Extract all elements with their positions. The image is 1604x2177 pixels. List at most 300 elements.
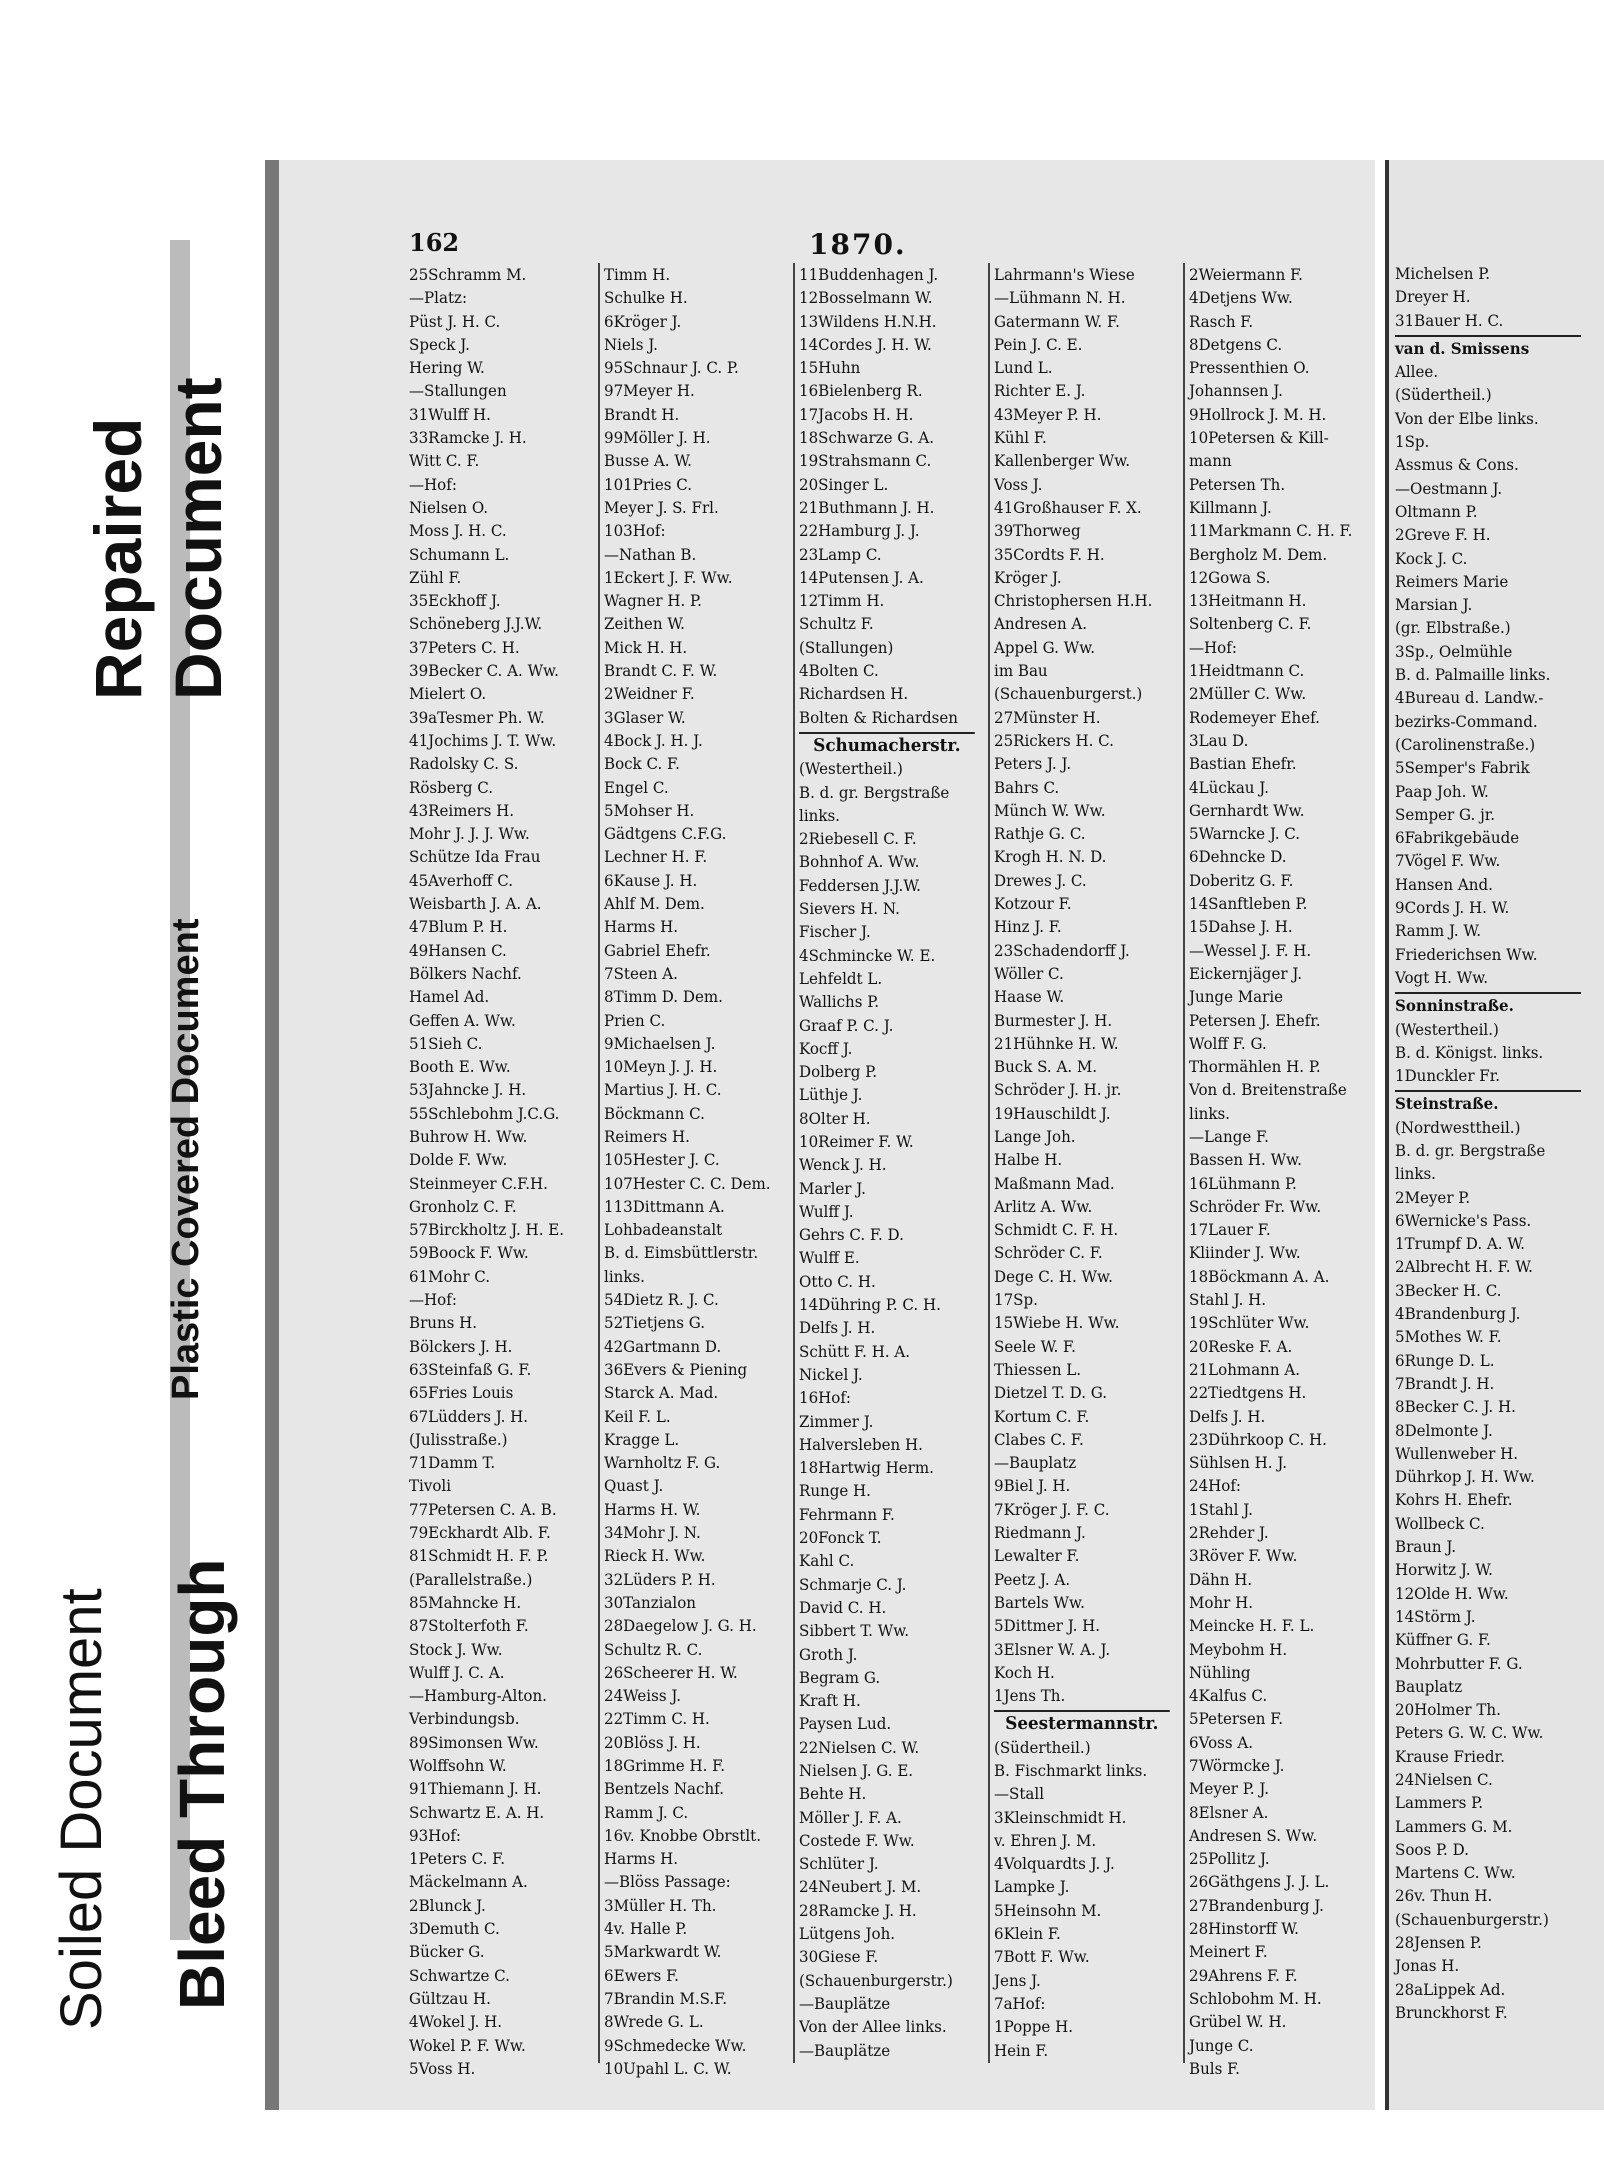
directory-entry: 93Hof: — [409, 1825, 461, 1845]
directory-entry: 77Petersen C. A. B. — [409, 1499, 557, 1519]
directory-entry: Hansen And. — [1395, 874, 1493, 894]
directory-entry: 6Kröger J. — [604, 311, 682, 331]
directory-entry: 1Heidtmann C. — [1189, 661, 1305, 681]
directory-entry: Maßmann Mad. — [994, 1173, 1115, 1193]
directory-entry: Horwitz J. W. — [1395, 1560, 1493, 1580]
directory-entry: Keil F. L. — [604, 1406, 671, 1426]
directory-entry: (Carolinenstraße.) — [1395, 734, 1536, 754]
directory-entry: —Hof: — [409, 474, 457, 494]
directory-entry: Nielsen J. G. E. — [799, 1761, 914, 1780]
directory-entry: 43Reimers H. — [409, 800, 515, 820]
directory-entry: 89Simonsen Ww. — [409, 1732, 539, 1752]
directory-entry: 19Hauschildt J. — [994, 1103, 1111, 1123]
directory-entry: 20Holmer Th. — [1395, 1700, 1501, 1720]
directory-entry: Paysen Lud. — [799, 1714, 892, 1734]
directory-entry: Harms H. — [604, 1849, 679, 1869]
directory-entry: Geffen A. Ww. — [409, 1010, 516, 1030]
directory-entry: 14Putensen J. A. — [799, 567, 924, 587]
directory-entry: 87Stolterfoth F. — [409, 1616, 529, 1636]
directory-entry: Mohr J. J. J. Ww. — [409, 824, 530, 844]
directory-entry: 8Becker C. J. H. — [1395, 1397, 1516, 1417]
directory-entry: Wollbeck C. — [1395, 1513, 1485, 1533]
directory-entry: 25Rickers H. C. — [994, 730, 1114, 750]
next-page-column — [1395, 262, 1595, 2024]
directory-entry: Lahrmann's Wiese — [994, 265, 1135, 284]
directory-entry: Hamel Ad. — [409, 987, 490, 1007]
directory-entry: 4Wokel J. H. — [409, 2012, 503, 2032]
directory-entry: 57Birckholtz J. H. E. — [409, 1220, 565, 1240]
directory-entry: B. Fischmarkt links. — [994, 1761, 1148, 1780]
directory-entry: 9Schmedecke Ww. — [604, 2035, 747, 2055]
directory-entry: Schröder J. H. jr. — [994, 1080, 1122, 1100]
directory-entry: 17Lauer F. — [1189, 1220, 1271, 1240]
directory-entry: Bastian Ehefr. — [1189, 754, 1297, 774]
directory-entry: Andresen A. — [994, 614, 1088, 634]
directory-entry: 28Ramcke J. H. — [799, 1900, 917, 1920]
directory-entry: Engel C. — [604, 777, 669, 797]
directory-entry: 103Hof: — [604, 521, 666, 541]
directory-entry: Stahl J. H. — [1189, 1290, 1266, 1310]
plastic-covered-label: Plastic Covered Document — [165, 918, 207, 1400]
directory-entry: Schulke H. — [604, 288, 688, 308]
directory-entry: Dreyer H. — [1395, 287, 1471, 307]
directory-entry: 35Cordts F. H. — [994, 544, 1105, 564]
directory-entry: Bock C. F. — [604, 754, 680, 774]
directory-entry: Peters J. J. — [994, 754, 1072, 774]
directory-entry: 7Steen A. — [604, 963, 678, 983]
directory-entry: Meincke H. F. L. — [1189, 1616, 1315, 1636]
directory-entry: 27Brandenburg J. — [1189, 1895, 1324, 1915]
directory-entry: Gatermann W. F. — [994, 311, 1120, 331]
directory-entry: —Platz: — [409, 288, 468, 308]
directory-entry: 3Lau D. — [1189, 730, 1249, 750]
directory-entry: —Bauplätze — [799, 1993, 891, 2013]
directory-entry: Peters G. W. C. Ww. — [1395, 1723, 1544, 1743]
directory-entry: Mielert O. — [409, 684, 487, 704]
directory-entry: 24Nielsen C. — [1395, 1770, 1493, 1789]
directory-entry: 9Hollrock J. M. H. — [1189, 404, 1327, 424]
directory-entry: Münch W. Ww. — [994, 800, 1106, 820]
directory-entry: 10Petersen & Kill- — [1189, 428, 1329, 448]
directory-entry: Schultz F. — [799, 614, 874, 634]
directory-entry: Quast J. — [604, 1476, 664, 1496]
directory-entry: Schumann L. — [409, 544, 510, 564]
directory-entry: Marsian J. — [1395, 595, 1473, 615]
directory-entry: B. d. gr. Bergstraße — [799, 782, 950, 802]
directory-entry: 53Jahncke J. H. — [409, 1080, 527, 1100]
directory-entry: 34Mohr J. N. — [604, 1523, 701, 1543]
directory-entry: Küffner G. F. — [1395, 1630, 1491, 1650]
directory-entry: 105Hester J. C. — [604, 1150, 720, 1170]
directory-entry: Nickel J. — [799, 1364, 863, 1384]
directory-entry: Junge C. — [1189, 2035, 1254, 2055]
directory-entry: 4Bock J. H. J. — [604, 730, 703, 750]
directory-entry: 26Scheerer H. W. — [604, 1662, 738, 1682]
directory-entry: 39aTesmer Ph. W. — [409, 707, 545, 727]
directory-entry: Rodemeyer Ehef. — [1189, 707, 1320, 727]
directory-entry: Clabes C. F. — [994, 1429, 1084, 1449]
directory-entry: (Nordwesttheil.) — [1395, 1117, 1521, 1137]
directory-entry: 3Müller H. Th. — [604, 1895, 717, 1915]
directory-entry: 12Gowa S. — [1189, 567, 1271, 587]
directory-entry: Richardsen H. — [799, 684, 909, 704]
directory-entry: —Bauplätze — [799, 2040, 891, 2060]
directory-entry: Behte H. — [799, 1784, 867, 1804]
directory-entry: 1Trumpf D. A. W. — [1395, 1234, 1525, 1254]
directory-entry: 14Störm J. — [1395, 1606, 1476, 1626]
directory-entry: Schultz R. C. — [604, 1639, 703, 1659]
directory-entry: Lammers G. M. — [1395, 1816, 1513, 1836]
directory-entry: Nühling — [1189, 1662, 1251, 1682]
directory-entry: 1Jens Th. — [994, 1686, 1066, 1706]
directory-entry: 43Meyer P. H. — [994, 404, 1102, 424]
directory-entry: 6Klein F. — [994, 1924, 1061, 1944]
directory-entry: Gültzau H. — [409, 1988, 491, 2008]
directory-entry: Sühlsen H. J. — [1189, 1453, 1287, 1473]
directory-entry: Friederichsen Ww. — [1395, 944, 1538, 964]
directory-entry: (Westertheil.) — [1395, 1019, 1499, 1039]
directory-entry: 10Reimer F. W. — [799, 1131, 914, 1151]
directory-entry: Mick H. H. — [604, 637, 688, 657]
directory-entry: 42Gartmann D. — [604, 1336, 722, 1356]
directory-entry: —Lange F. — [1189, 1126, 1269, 1146]
directory-entry: 59Boock F. Ww. — [409, 1243, 529, 1263]
street-heading: Schumacherstr. — [799, 732, 975, 757]
directory-entry: David C. H. — [799, 1597, 887, 1617]
directory-entry: 24Neubert J. M. — [799, 1877, 922, 1897]
directory-entry: Jens J. — [994, 1970, 1041, 1990]
directory-entry: Johannsen J. — [1189, 381, 1283, 401]
directory-entry: Riedmann J. — [994, 1523, 1086, 1543]
directory-entry: 14Cordes J. H. W. — [799, 334, 932, 354]
directory-entry: Meyer P. J. — [1189, 1779, 1270, 1799]
directory-entry: 1Sp. — [1395, 432, 1430, 452]
directory-entry: 13Heitmann H. — [1189, 591, 1307, 611]
directory-entry: 26v. Thun H. — [1395, 1886, 1493, 1906]
directory-entry: —Blöss Passage: — [604, 1872, 731, 1892]
directory-entry: 26Gäthgens J. J. L. — [1189, 1872, 1330, 1892]
directory-entry: 2Müller C. Ww. — [1189, 684, 1307, 704]
directory-entry: Wöller C. — [994, 963, 1064, 983]
directory-entry: —Hof: — [1189, 637, 1237, 657]
directory-entry: 3Röver F. Ww. — [1189, 1546, 1298, 1566]
directory-entry: Moss J. H. C. — [409, 521, 507, 541]
directory-entry: Lewalter F. — [994, 1546, 1080, 1566]
directory-entry: Zeithen W. — [604, 614, 685, 634]
directory-entry: (Südertheil.) — [994, 1737, 1091, 1757]
directory-entry: 21Buthmann J. H. — [799, 497, 935, 517]
directory-entry: 18Böckmann A. A. — [1189, 1266, 1330, 1286]
street-heading: van d. Smissens — [1395, 335, 1581, 360]
directory-columns — [405, 263, 1380, 2078]
directory-entry: 63Steinfaß G. F. — [409, 1359, 532, 1379]
directory-entry: 25Schramm M. — [409, 265, 527, 284]
directory-entry: Wallichs P. — [799, 992, 880, 1012]
directory-entry: (Parallelstraße.) — [409, 1569, 533, 1589]
directory-entry: 47Blum P. H. — [409, 917, 508, 937]
directory-entry: —Stall — [994, 1784, 1045, 1804]
directory-entry: 5Dittmer J. H. — [994, 1616, 1101, 1636]
directory-entry: Petersen J. Ehefr. — [1189, 1010, 1321, 1030]
directory-entry: Assmus & Cons. — [1395, 455, 1519, 475]
directory-entry: Mohr H. — [1189, 1592, 1254, 1612]
directory-entry: 2Meyer P. — [1395, 1187, 1471, 1207]
directory-entry: 8Elsner A. — [1189, 1802, 1269, 1822]
directory-entry: 61Mohr C. — [409, 1266, 491, 1286]
directory-entry: Brandt C. F. W. — [604, 661, 718, 681]
directory-entry: 5Mohser H. — [604, 800, 695, 820]
directory-entry: 54Dietz R. J. C. — [604, 1290, 719, 1310]
directory-entry: Von d. Breitenstraße — [1189, 1080, 1347, 1100]
directory-entry: Schöneberg J.J.W. — [409, 614, 543, 634]
directory-entry: 13Wildens H.N.H. — [799, 311, 937, 331]
directory-column-3 — [795, 263, 990, 2063]
directory-entry: 79Eckhardt Alb. F. — [409, 1523, 551, 1543]
directory-entry: 37Peters C. H. — [409, 637, 520, 657]
directory-entry: 24Weiss J. — [604, 1686, 682, 1706]
directory-entry: Dolberg P. — [799, 1062, 877, 1082]
directory-entry: Junge Marie — [1189, 987, 1284, 1007]
directory-entry: 99Möller J. H. — [604, 428, 711, 448]
directory-entry: 7Brandt J. H. — [1395, 1373, 1495, 1393]
directory-entry: 30Giese F. — [799, 1947, 879, 1967]
directory-entry: 28Jensen P. — [1395, 1933, 1482, 1953]
directory-entry: 6Runge D. L. — [1395, 1350, 1495, 1370]
directory-entry: Bahrs C. — [994, 777, 1060, 797]
directory-entry: Eickernjäger J. — [1189, 963, 1302, 983]
directory-entry: Lehfeldt L. — [799, 968, 883, 988]
directory-entry: Zimmer J. — [799, 1411, 874, 1431]
directory-entry: Gernhardt Ww. — [1189, 800, 1305, 820]
directory-entry: Lüthje J. — [799, 1085, 863, 1105]
directory-entry: 3Kleinschmidt H. — [994, 1807, 1127, 1827]
directory-entry: 28aLippek Ad. — [1395, 1979, 1506, 1999]
directory-entry: (Schauenburgerst.) — [994, 684, 1143, 704]
directory-entry: Kortum C. F. — [994, 1406, 1090, 1426]
directory-entry: Brandt H. — [604, 404, 680, 424]
directory-entry: Von der Elbe links. — [1395, 408, 1539, 428]
directory-entry: Martius J. H. C. — [604, 1080, 722, 1100]
directory-entry: 4Lückau J. — [1189, 777, 1269, 797]
directory-entry: 2Greve F. H. — [1395, 525, 1491, 545]
directory-entry: links. — [1189, 1103, 1230, 1123]
directory-entry: 71Damm T. — [409, 1453, 496, 1473]
directory-entry: 21Lohmann A. — [1189, 1359, 1301, 1379]
directory-entry: Haase W. — [994, 987, 1065, 1007]
directory-entry: 20Reske F. A. — [1189, 1336, 1293, 1356]
directory-entry: 97Meyer H. — [604, 381, 695, 401]
directory-entry: 5Semper's Fabrik — [1395, 758, 1530, 778]
directory-entry: Nielsen O. — [409, 497, 489, 517]
directory-entry: Vogt H. Ww. — [1395, 967, 1489, 987]
directory-entry: 8Delmonte J. — [1395, 1420, 1493, 1440]
directory-entry: Doberitz G. F. — [1189, 870, 1294, 890]
bleed-through-label: Bleed Through — [166, 1558, 238, 2010]
directory-entry: Thormählen H. P. — [1189, 1057, 1321, 1077]
directory-entry: 1Poppe H. — [994, 2017, 1074, 2037]
directory-entry: 45Averhoff C. — [409, 870, 514, 890]
directory-entry: Meyer J. S. Frl. — [604, 497, 719, 517]
directory-entry: Groth J. — [799, 1644, 858, 1664]
directory-entry: Rasch F. — [1189, 311, 1254, 331]
directory-entry: Stock J. Ww. — [409, 1639, 503, 1659]
directory-entry: Warnholtz F. G. — [604, 1453, 721, 1473]
street-heading: Sonninstraße. — [1395, 992, 1581, 1017]
directory-entry: Radolsky C. S. — [409, 754, 519, 774]
directory-entry: 31Wulff H. — [409, 404, 491, 424]
directory-entry: 39Becker C. A. Ww. — [409, 661, 559, 681]
directory-entry: Grübel W. H. — [1189, 2012, 1287, 2032]
directory-entry: Allee. — [1395, 362, 1439, 382]
directory-column-1 — [405, 263, 600, 2078]
directory-entry: B. d. gr. Bergstraße — [1395, 1140, 1546, 1160]
directory-entry: 6Kause J. H. — [604, 870, 698, 890]
directory-entry: Niels J. — [604, 334, 658, 354]
directory-entry: mann — [1189, 451, 1232, 471]
directory-entry: 85Mahncke H. — [409, 1592, 522, 1612]
directory-entry: 20Singer L. — [799, 474, 889, 494]
directory-entry: 55Schlebohm J.C.G. — [409, 1103, 560, 1123]
directory-entry: Dührkop J. H. Ww. — [1395, 1467, 1535, 1487]
directory-entry: 2Rehder J. — [1189, 1523, 1269, 1543]
directory-entry: 16Bielenberg R. — [799, 381, 923, 401]
directory-entry: Killmann J. — [1189, 497, 1272, 517]
directory-entry: 2Weiermann F. — [1189, 265, 1303, 284]
directory-entry: Rathje G. C. — [994, 824, 1086, 844]
directory-entry: (Südertheil.) — [1395, 385, 1492, 405]
directory-entry: Koch H. — [994, 1662, 1055, 1682]
directory-entry: Michelsen P. — [1395, 264, 1491, 283]
directory-entry: Drewes J. C. — [994, 870, 1087, 890]
directory-entry: 4Kalfus C. — [1189, 1686, 1268, 1706]
directory-entry: Lechner H. F. — [604, 847, 708, 867]
directory-entry: Wokel P. F. Ww. — [409, 2035, 526, 2055]
directory-entry: Bolten & Richardsen — [799, 707, 958, 727]
directory-entry: B. d. Palmaille links. — [1395, 665, 1551, 685]
directory-entry: Busse A. W. — [604, 451, 692, 471]
directory-entry: 36Evers & Piening — [604, 1359, 748, 1379]
directory-entry: 12Bosselmann W. — [799, 288, 933, 308]
directory-entry: Sibbert T. Ww. — [799, 1621, 910, 1641]
directory-entry: (Schauenburgerstr.) — [1395, 1909, 1549, 1929]
directory-entry: —Oestmann J. — [1395, 478, 1503, 498]
directory-entry: Lund L. — [994, 358, 1053, 378]
directory-entry: Kliinder J. Ww. — [1189, 1243, 1301, 1263]
directory-entry: —Hamburg-Alton. — [409, 1686, 547, 1706]
directory-entry: Prien C. — [604, 1010, 666, 1030]
directory-entry: 4Schmincke W. E. — [799, 945, 936, 965]
directory-entry: Brunckhorst F. — [1395, 2002, 1508, 2022]
directory-entry: Timm H. — [604, 265, 671, 284]
directory-entry: 39Thorweg — [994, 521, 1081, 541]
directory-entry: Thiessen L. — [994, 1359, 1082, 1379]
directory-entry: 101Pries C. — [604, 474, 693, 494]
directory-entry: Dolde F. Ww. — [409, 1150, 508, 1170]
directory-entry: —Hof: — [409, 1290, 457, 1310]
directory-entry: 4Bureau d. Landw.- — [1395, 688, 1544, 708]
directory-entry: Bartels Ww. — [994, 1592, 1085, 1612]
directory-entry: Ahlf M. Dem. — [604, 894, 705, 914]
directory-entry: 7Wörmcke J. — [1189, 1756, 1285, 1775]
directory-entry: 18Schwarze G. A. — [799, 428, 935, 448]
directory-entry: Braun J. — [1395, 1537, 1457, 1557]
directory-entry: (Westertheil.) — [799, 759, 903, 779]
directory-entry: 3Sp., Oelmühle — [1395, 641, 1513, 661]
directory-entry: 3Glaser W. — [604, 707, 686, 727]
directory-entry: Harms H. W. — [604, 1499, 701, 1519]
directory-entry: —Bauplatz — [994, 1453, 1077, 1473]
directory-entry: 7Brandin M.S.F. — [604, 1988, 728, 2008]
directory-entry: 11Buddenhagen J. — [799, 265, 939, 284]
directory-entry: 7aHof: — [994, 1993, 1046, 2013]
directory-entry: Halversleben H. — [799, 1434, 923, 1454]
directory-entry: Bauplatz — [1395, 1676, 1463, 1696]
directory-entry: 9Michaelsen J. — [604, 1033, 716, 1053]
directory-entry: —Lühmann N. H. — [994, 288, 1126, 308]
directory-entry: Otto C. H. — [799, 1271, 876, 1291]
directory-entry: 51Sieh C. — [409, 1033, 483, 1053]
directory-entry: 2Riebesell C. F. — [799, 829, 917, 849]
directory-entry: 113Dittmann A. — [604, 1196, 725, 1216]
directory-entry: Hering W. — [409, 358, 485, 378]
directory-entry: Voss J. — [994, 474, 1043, 494]
directory-entry: Feddersen J.J.W. — [799, 875, 921, 895]
directory-column-4 — [990, 263, 1185, 2063]
directory-entry: Gronholz C. F. — [409, 1196, 517, 1216]
directory-entry: links. — [604, 1266, 645, 1286]
directory-entry: 20Fonck T. — [799, 1528, 882, 1548]
directory-entry: Appel G. Ww. — [994, 637, 1096, 657]
directory-entry: Fehrmann F. — [799, 1504, 895, 1524]
directory-entry: 33Ramcke J. H. — [409, 428, 527, 448]
directory-entry: 95Schnaur J. C. P. — [604, 358, 739, 378]
directory-entry: 4Bolten C. — [799, 661, 879, 681]
directory-entry: Schütt F. H. A. — [799, 1341, 911, 1361]
page-number: 162 — [409, 228, 460, 257]
directory-entry: Reimers H. — [604, 1126, 690, 1146]
directory-entry: Wolff F. G. — [1189, 1033, 1267, 1053]
directory-entry: Kühl F. — [994, 428, 1047, 448]
directory-entry: Semper G. jr. — [1395, 804, 1496, 824]
directory-entry: Lampke J. — [994, 1877, 1070, 1897]
directory-column-5 — [1185, 263, 1380, 2078]
directory-entry: 19Schlüter Ww. — [1189, 1313, 1310, 1333]
directory-entry: Gabriel Ehefr. — [604, 940, 711, 960]
directory-entry: Kocff J. — [799, 1038, 853, 1058]
directory-entry: Mäckelmann A. — [409, 1872, 528, 1892]
directory-entry: Böckmann C. — [604, 1103, 705, 1123]
directory-entry: Kahl C. — [799, 1551, 855, 1571]
directory-entry: 15Wiebe H. Ww. — [994, 1313, 1120, 1333]
directory-entry: Wulff J. — [799, 1201, 854, 1221]
directory-entry: Halbe H. — [994, 1150, 1063, 1170]
directory-entry: links. — [799, 805, 840, 825]
directory-entry: Harms H. — [604, 917, 679, 937]
directory-entry: 18Grimme H. F. — [604, 1756, 726, 1775]
repaired-label-line1: Repaired — [81, 417, 155, 700]
directory-entry: B. d. Königst. links. — [1395, 1042, 1544, 1062]
directory-entry: 6Voss A. — [1189, 1732, 1254, 1752]
directory-entry: 21Hühnke H. W. — [994, 1033, 1119, 1053]
directory-entry: Schmidt C. F. H. — [994, 1220, 1119, 1240]
directory-entry: Mohrbutter F. G. — [1395, 1653, 1523, 1673]
directory-entry: 14Sanftleben P. — [1189, 894, 1308, 914]
directory-entry: 35Eckhoff J. — [409, 591, 501, 611]
directory-entry: 7Vögel F. Ww. — [1395, 851, 1501, 871]
directory-entry: Jonas H. — [1395, 1956, 1460, 1976]
directory-entry: Begram G. — [799, 1667, 881, 1687]
directory-entry: Schröder C. F. — [994, 1243, 1103, 1263]
